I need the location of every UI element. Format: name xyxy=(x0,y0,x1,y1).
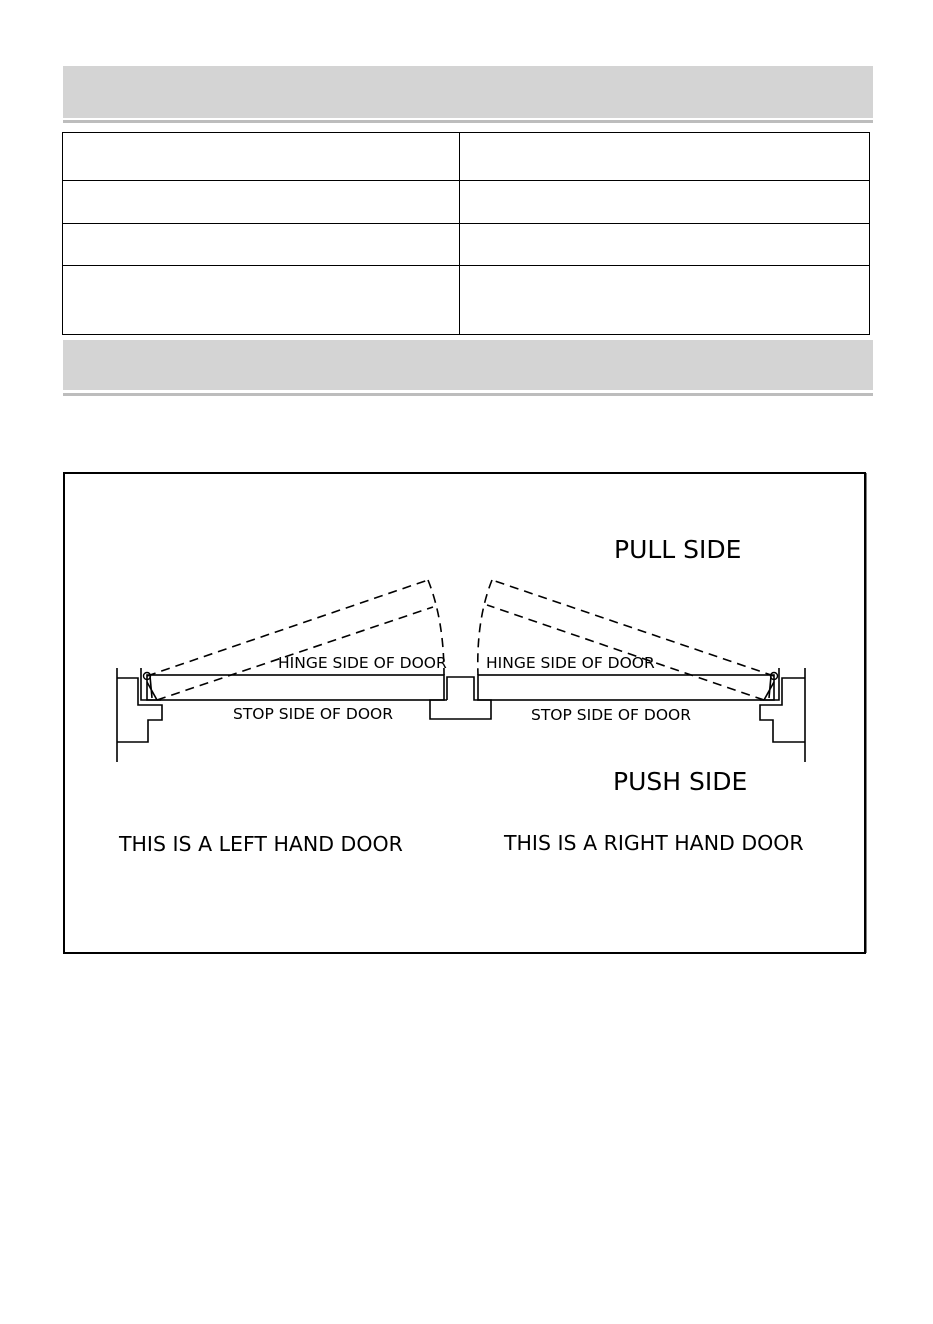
center-mullion xyxy=(430,677,491,719)
push-side-label: PUSH SIDE xyxy=(613,767,748,796)
left-hinge-side-label: HINGE SIDE OF DOOR xyxy=(278,654,447,672)
left-hand-door-caption: THIS IS A LEFT HAND DOOR xyxy=(119,832,403,856)
pull-side-label: PULL SIDE xyxy=(614,535,742,564)
left-wall-jamb xyxy=(117,668,162,762)
right-door-swing-arc xyxy=(478,580,774,700)
right-stop-side-label: STOP SIDE OF DOOR xyxy=(531,706,691,724)
right-wall-jamb xyxy=(760,668,805,762)
diagram-frame xyxy=(64,473,865,953)
left-door-swing-arc xyxy=(147,580,444,700)
right-hand-door-caption: THIS IS A RIGHT HAND DOOR xyxy=(504,831,804,855)
left-stop-side-label: STOP SIDE OF DOOR xyxy=(233,705,393,723)
left-door-leaf xyxy=(147,675,444,700)
right-hinge-side-label: HINGE SIDE OF DOOR xyxy=(486,654,655,672)
